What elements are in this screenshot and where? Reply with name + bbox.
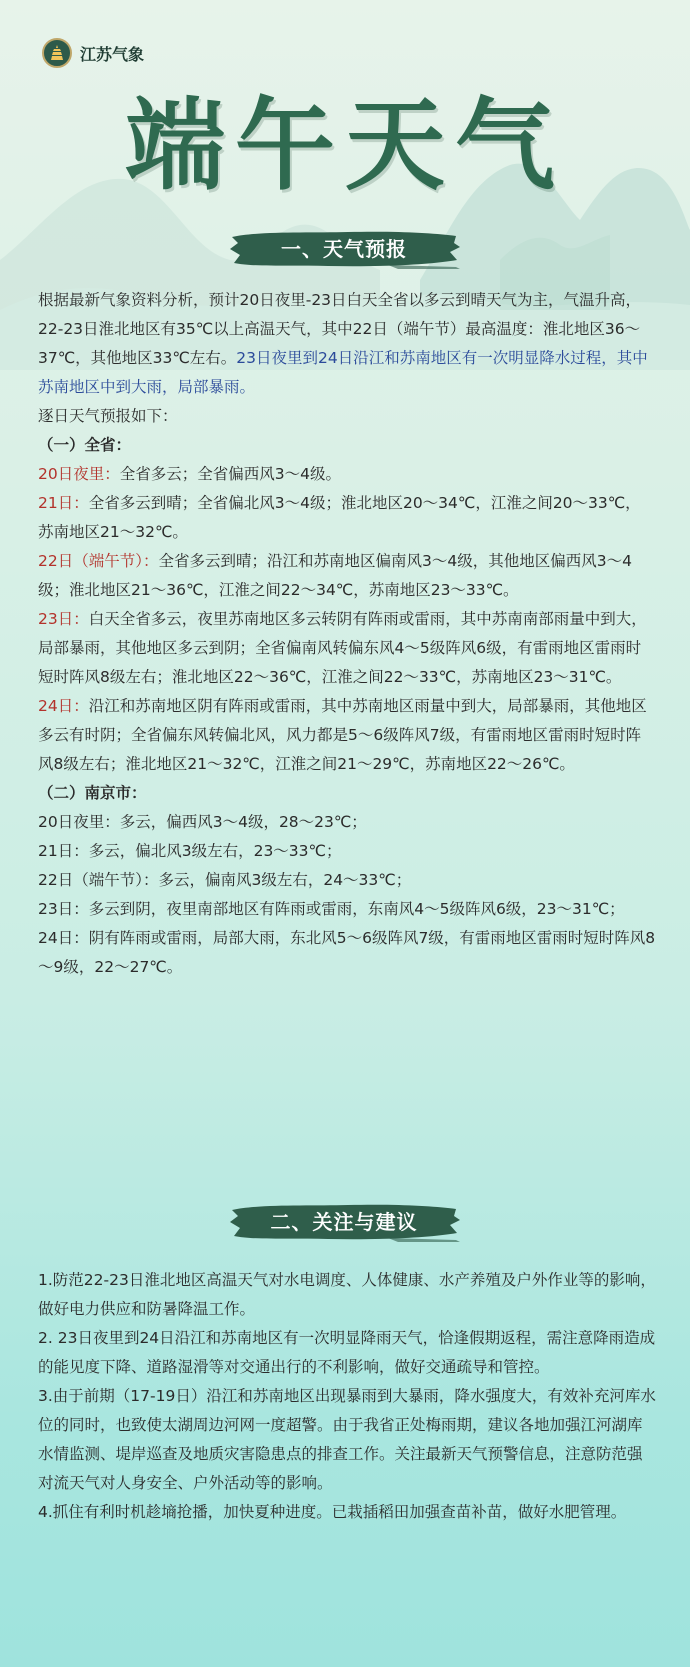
brand-name: 江苏气象 xyxy=(80,44,145,64)
province-day xyxy=(38,605,656,692)
section-banner-forecast xyxy=(228,227,460,271)
nanjing-day: 23日：多云到阴，夜里南部地区有阵雨或雷雨，东南风4～5级阵风6级，23～31℃； xyxy=(38,900,625,918)
advice-item: 2. 23日夜里到24日沿江和苏南地区有一次明显降雨天气，恰逢假期返程，需注意降雨造成的能见度下降、道路湿滑等对交通出行的不利影响，做好交通疏导和管控。 xyxy=(38,1329,656,1376)
brand-logo xyxy=(42,38,144,68)
day-label: 23日： xyxy=(38,610,89,628)
pagoda-icon xyxy=(42,38,72,68)
nanjing-day: 20日夜里：多云，偏西风3～4级，28～23℃； xyxy=(38,813,367,831)
section-heading-advice: 二、关注与建议 xyxy=(270,1210,418,1234)
province-heading: （一）全省： xyxy=(38,436,132,454)
daily-intro: 逐日天气预报如下： xyxy=(38,407,178,425)
province-day xyxy=(38,460,656,489)
day-text: 全省多云到晴；沿江和苏南地区偏南风3～4级，其他地区偏西风3～4级；淮北地区21～36℃，江淮之间22～34℃，苏南地区23～33℃。 xyxy=(38,552,632,599)
forecast-content xyxy=(38,286,656,982)
day-label: 20日夜里： xyxy=(38,465,120,483)
province-day xyxy=(38,547,656,605)
day-text: 沿江和苏南地区阴有阵雨或雷雨，其中苏南地区雨量中到大，局部暴雨，其他地区多云有时阴；全省偏东风转偏北风，风力都是5～6级阵风7级，有雷雨地区雷雨时短时阵风8级左右；淮北地区21～32℃，江淮之间21～29℃，苏南地区22～26℃。 xyxy=(38,697,647,773)
advice-item: 1.防范22-23日淮北地区高温天气对水电调度、人体健康、水产养殖及户外作业等的影响，做好电力供应和防暑降温工作。 xyxy=(38,1271,656,1318)
section-banner-advice xyxy=(228,1200,460,1244)
day-label: 24日： xyxy=(38,697,89,715)
day-text: 白天全省多云，夜里苏南地区多云转阴有阵雨或雷雨，其中苏南南部雨量中到大，局部暴雨，其他地区多云到阴；全省偏南风转偏东风4～5级阵风6级，有雷雨地区雷雨时短时阵风8级左右；淮北地区22～36℃，江淮之间22～33℃，苏南地区23～31℃。 xyxy=(38,610,647,686)
nanjing-heading: （二）南京市： xyxy=(38,784,147,802)
day-label: 22日（端午节）： xyxy=(38,552,159,570)
advice-item: 4.抓住有利时机趁墒抢播，加快夏种进度。已栽插稻田加强查苗补苗，做好水肥管理。 xyxy=(38,1503,627,1521)
forecast-summary xyxy=(38,286,656,402)
page-title: 端午天气 xyxy=(125,86,565,204)
day-text: 全省多云；全省偏西风3～4级。 xyxy=(119,465,341,483)
section-heading-forecast: 一、天气预报 xyxy=(281,237,407,261)
province-day xyxy=(38,489,656,547)
day-text: 全省多云到晴；全省偏北风3～4级；淮北地区20～34℃，江淮之间20～33℃，苏南地区21～32℃。 xyxy=(38,494,641,541)
rain-highlight-text: 23日夜里到24日沿江和苏南地区有一次明显降水过程，其中苏南地区中到大雨，局部暴雨。 xyxy=(38,349,648,396)
province-day xyxy=(38,692,656,779)
day-label: 21日： xyxy=(38,494,89,512)
summary-text: 根据最新气象资料分析，预计20日夜里-23日白天全省以多云到晴天气为主，气温升高，22-23日淮北地区有35℃以上高温天气，其中22日（端午节）最高温度：淮北地区36～37℃，其他地区33℃左右。 xyxy=(38,291,642,367)
advice-content xyxy=(38,1266,656,1527)
advice-item: 3.由于前期（17-19日）沿江和苏南地区出现暴雨到大暴雨，降水强度大，有效补充河库水位的同时，也致使太湖周边河网一度超警。由于我省正处梅雨期，建议各地加强江河湖库水情监测、堤岸巡查及地质灾害隐患点的排查工作。关注最新天气预警信息，注意防范强对流天气对人身安全、户外活动等的影响。 xyxy=(38,1387,656,1492)
nanjing-day: 21日：多云，偏北风3级左右，23～33℃； xyxy=(38,842,342,860)
nanjing-day: 24日：阴有阵雨或雷雨，局部大雨，东北风5～6级阵风7级，有雷雨地区雷雨时短时阵风8～9级，22～27℃。 xyxy=(38,929,656,976)
nanjing-day: 22日（端午节）：多云，偏南风3级左右，24～33℃； xyxy=(38,871,412,889)
